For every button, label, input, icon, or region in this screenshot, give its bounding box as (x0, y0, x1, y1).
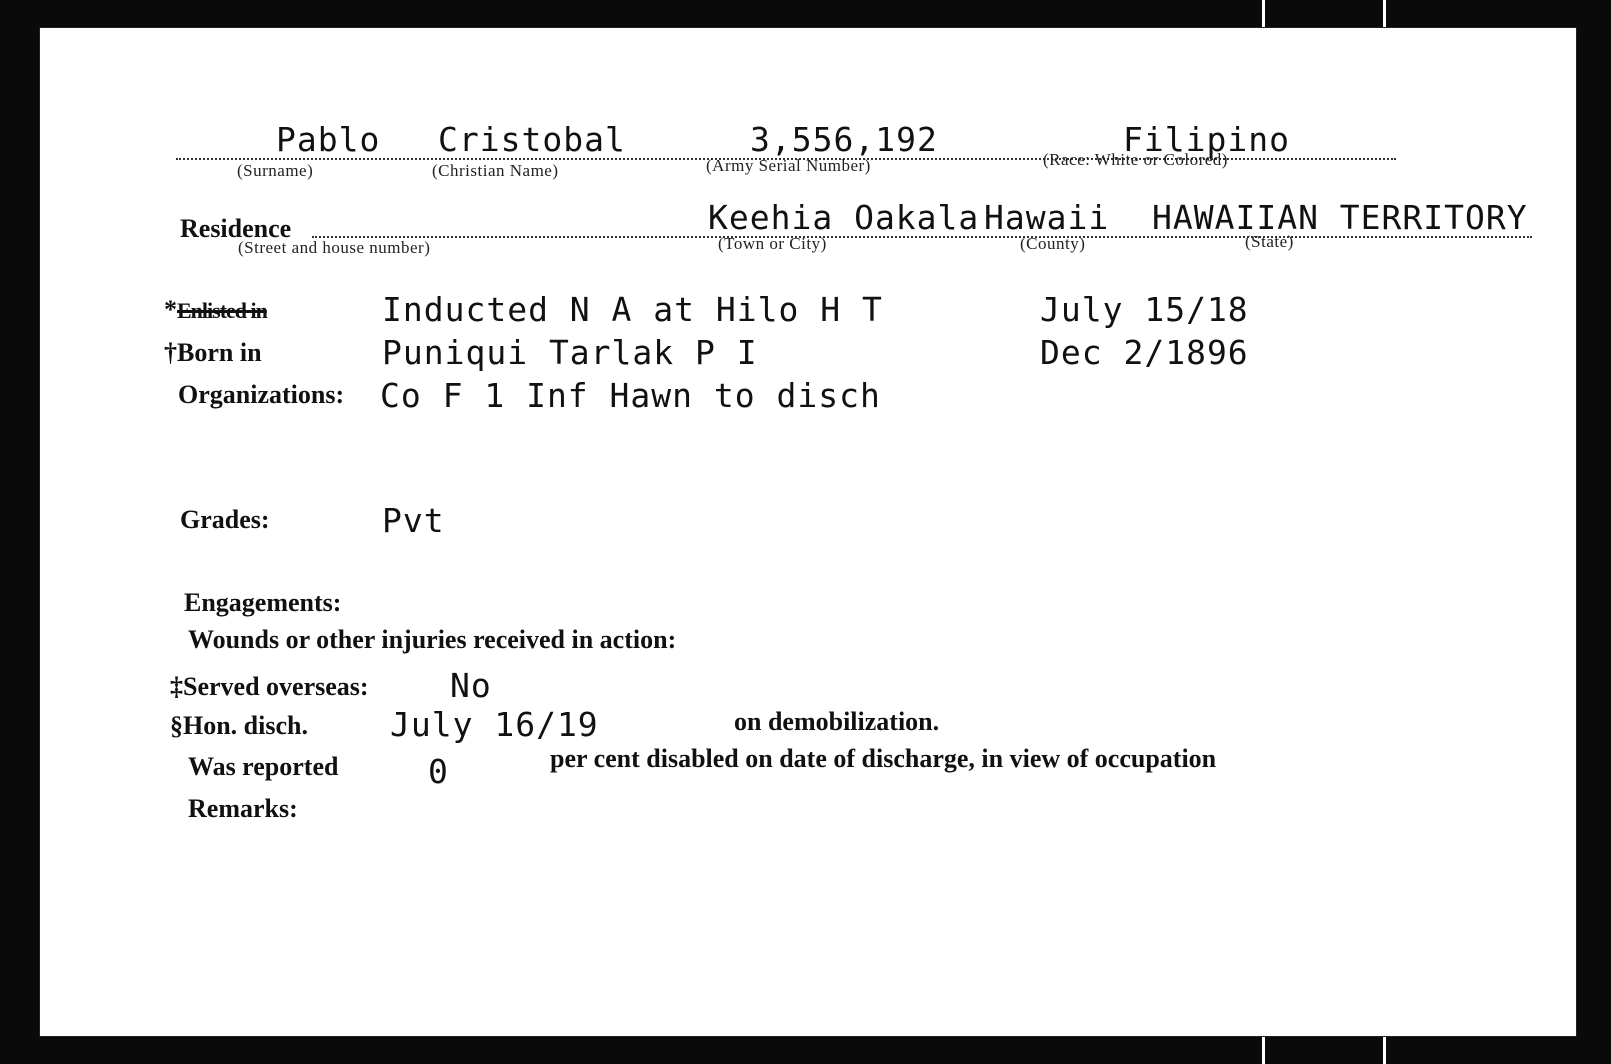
hon-disch-date: July 16/19 (390, 705, 599, 744)
town-caption: (Town or City) (718, 234, 827, 253)
reported-text: per cent disabled on date of discharge, in view of occupation (550, 744, 1217, 773)
enlisted-marker: * (164, 295, 177, 324)
surname-value: Pablo (276, 120, 381, 159)
remarks-label: Remarks: (188, 794, 298, 823)
county-caption: (County) (1020, 234, 1086, 253)
christian-name-value: Cristobal (438, 120, 626, 159)
served-overseas-value: No (450, 666, 492, 705)
christian-name-caption: (Christian Name) (432, 161, 559, 180)
inducted-value: Inducted N A at Hilo H T (382, 290, 883, 329)
hon-disch-note: on demobilization. (734, 707, 940, 736)
surname-caption: (Surname) (237, 161, 314, 180)
hon-disch-label: §Hon. disch. (170, 711, 308, 740)
wounds-label: Wounds or other injuries received in action: (188, 625, 677, 654)
born-place-value: Puniqui Tarlak P I (382, 333, 758, 372)
residence-label: Residence (180, 214, 292, 243)
race-caption: (Race: White or Colored) (1043, 150, 1228, 169)
residence-town-value: Keehia Oakala (708, 198, 980, 237)
engagements-label: Engagements: (184, 588, 342, 617)
reported-label: Was reported (188, 752, 339, 781)
inducted-date: July 15/18 (1040, 290, 1249, 329)
born-date-value: Dec 2/1896 (1040, 333, 1249, 372)
grades-label: Grades: (180, 505, 270, 534)
residence-state-value: HAWAIIAN TERRITORY (1152, 198, 1528, 237)
serial-number-caption: (Army Serial Number) (706, 156, 871, 175)
organizations-label: Organizations: (178, 380, 345, 409)
service-record-card (40, 28, 1576, 1036)
served-overseas-label: ‡Served overseas: (170, 672, 369, 701)
reported-value: 0 (428, 752, 449, 791)
enlisted-label (164, 295, 267, 325)
race-value: Filipino (1123, 120, 1290, 159)
born-in-label: †Born in (164, 338, 262, 367)
organizations-value: Co F 1 Inf Hawn to disch (380, 376, 881, 415)
serial-number-value: 3,556,192 (750, 120, 938, 159)
state-caption: (State) (1245, 232, 1294, 251)
residence-county-value: Hawaii (984, 198, 1110, 237)
street-caption: (Street and house number) (238, 238, 431, 257)
grades-value: Pvt (382, 501, 445, 540)
enlisted-struck-label: Enlisted in (177, 298, 267, 323)
